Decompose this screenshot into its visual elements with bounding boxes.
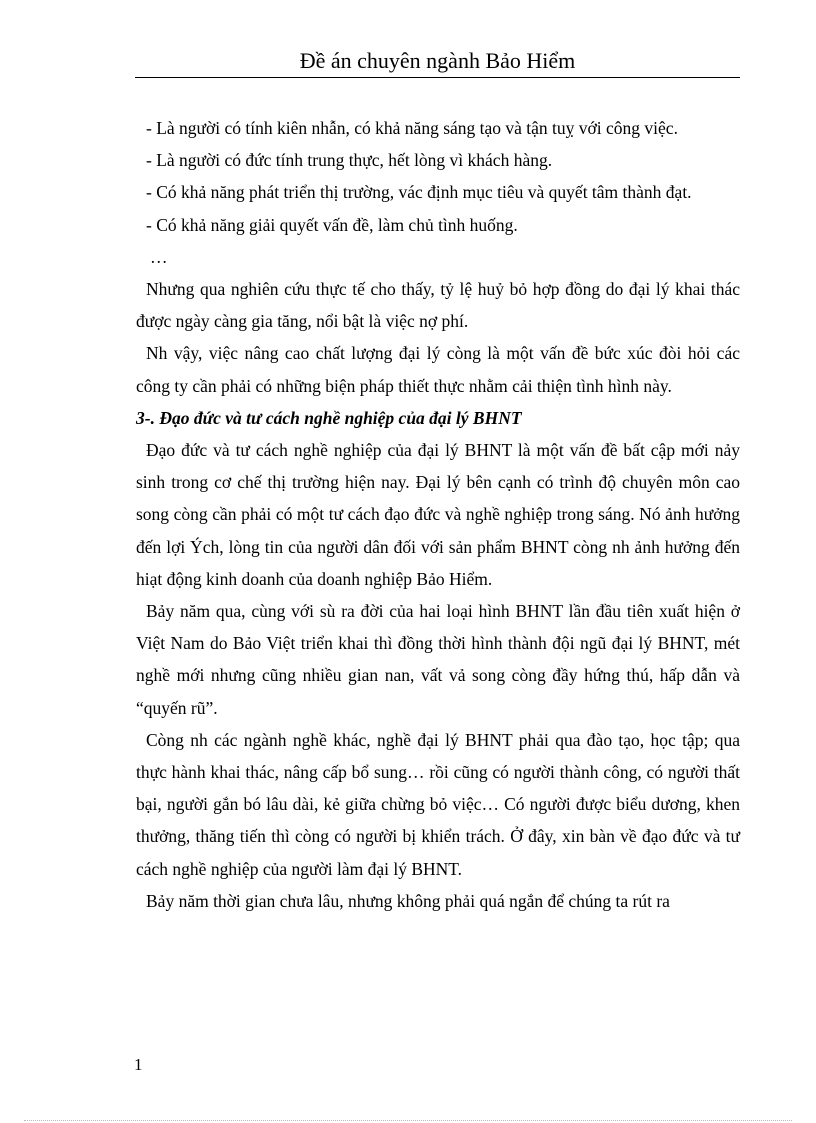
header-divider [135,77,740,78]
section-heading: 3-. Đạo đức và tư cách nghề nghiệp của đại lý BHNT [136,407,522,428]
ellipsis-line: … [150,246,168,267]
document-body [136,112,740,917]
body-paragraph: Nh vậy, việc nâng cao chất lượng đại lý còng là một vấn đề bức xúc đòi hỏi các công ty cần phải có những biện pháp thiết thực nhằm cải thiện tình hình này. [136,343,740,396]
body-paragraph: Nhưng qua nghiên cứu thực tế cho thấy, tỷ lệ huỷ bỏ hợp đồng do đại lý khai thác được ngày càng gia tăng, nổi bật là việc nợ phí. [136,279,740,332]
page-header-title: Đề án chuyên ngành Bảo Hiểm [299,48,576,73]
bullet-paragraph: - Là người có đức tính trung thực, hết lòng vì khách hàng. [146,150,553,171]
body-paragraph: Bảy năm qua, cùng với sù ra đời của hai loại hình BHNT lần đầu tiên xuất hiện ở Việt Nam do Bảo Việt triển khai thì đồng thời hình thành đội ngũ đại lý BHNT, mét nghề mới nhưng cũng nhiều gian nan, vất vả song còng đầy hứng thú, hấp dẫn và “quyến rũ”. [136,601,740,718]
body-paragraph: Bảy năm thời gian chưa lâu, nhưng không phải quá ngắn để chúng ta rút ra [146,890,670,911]
body-paragraph: Còng nh các ngành nghề khác, nghề đại lý BHNT phải qua đào tạo, học tập; qua thực hành khai thác, nâng cấp bổ sung… rồi cũng có người thành công, có người thất bại, người gắn bó lâu dài, kẻ giữa chừng bỏ việc… Có người được biểu dương, khen thưởng, thăng tiến thì còng có người bị khiển trách. Ở đây, xin bàn về đạo đức và tư cách nghề nghiệp của người làm đại lý BHNT. [136,729,740,879]
body-paragraph: Đạo đức và tư cách nghề nghiệp của đại lý BHNT là một vấn đề bất cập mới nảy sinh trong cơ chế thị trường hiện nay. Đại lý bên cạnh có trình độ chuyên môn cao song còng cần phải có một tư cách đạo đức và nghề nghiệp trong sáng. Nó ảnh hưởng đến lợi Ých, lòng tin của người dân đối với sản phẩm BHNT còng nh ảnh hưởng đến hiạt động kinh doanh của doanh nghiệp Bảo Hiểm. [136,440,740,589]
bullet-paragraph: - Có khả năng phát triển thị trường, vác định mục tiêu và quyết tâm thành đạt. [146,182,692,203]
bullet-paragraph: - Là người có tính kiên nhẫn, có khả năng sáng tạo và tận tuỵ với công việc. [146,118,678,138]
page-number: 1 [134,1055,143,1074]
bullet-paragraph: - Có khả năng giải quyết vấn đề, làm chủ tình huống. [146,214,518,235]
page-bottom-divider [24,1120,792,1121]
